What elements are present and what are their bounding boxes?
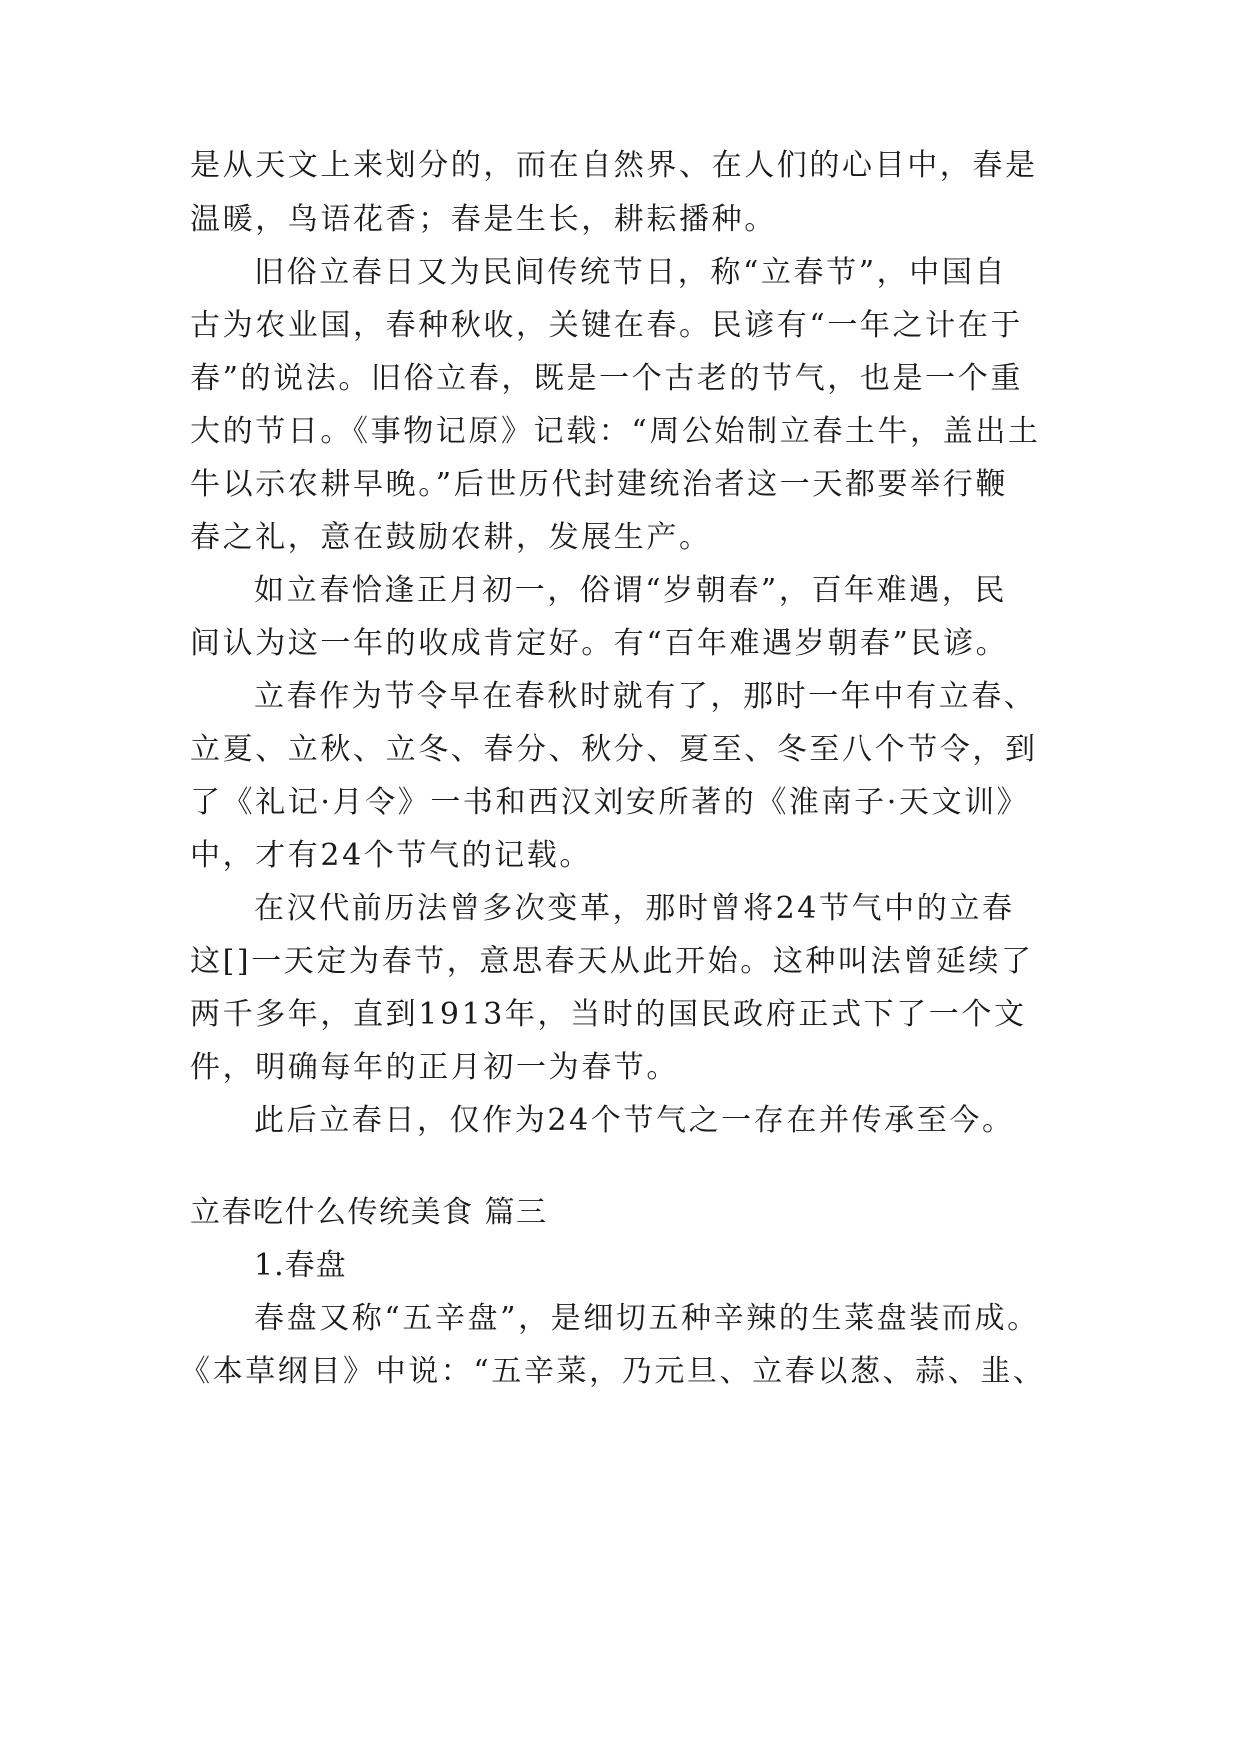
paragraph-line: 中，才有24个节气的记载。 — [190, 838, 592, 873]
paragraph-line: 件，明确每年的正月初一为春节。 — [190, 1050, 679, 1085]
paragraph-line: 了《礼记·月令》一书和西汉刘安所著的《淮南子·天文训》 — [190, 785, 1030, 820]
paragraph-line: 春之礼，意在鼓励农耕，发展生产。 — [190, 520, 712, 555]
paragraph-line: 是从天文上来划分的，而在自然界、在人们的心目中，春是 — [190, 148, 1038, 183]
paragraph-line: 此后立春日，仅作为24个节气之一存在并传承至今。 — [254, 1103, 1015, 1138]
paragraph-line: 大的节日。《事物记原》记载：“周公始制立春土牛，盖出土 — [190, 414, 1041, 449]
paragraph-line: 春”的说法。旧俗立春，既是一个古老的节气，也是一个重 — [190, 361, 1023, 396]
paragraph-line: 牛以示农耕早晚。”后世历代封建统治者这一天都要举行鞭 — [190, 467, 1008, 502]
paragraph-line: 春盘又称“五辛盘”，是细切五种辛辣的生菜盘装而成。 — [254, 1301, 1040, 1336]
paragraph-line: 间认为这一年的收成肯定好。有“百年难遇岁朝春”民谚。 — [190, 626, 1009, 661]
paragraph-line: 如立春恰逢正月初一，俗谓“岁朝春”，百年难遇，民 — [254, 573, 1008, 608]
paragraph-line: 温暖，鸟语花香；春是生长，耕耘播种。 — [190, 202, 777, 237]
section-heading: 立春吃什么传统美食 篇三 — [190, 1195, 548, 1230]
paragraph-line: 立夏、立秋、立冬、春分、秋分、夏至、冬至八个节令，到 — [190, 732, 1038, 767]
paragraph-line: 这[]一天定为春节，意思春天从此开始。这种叫法曾延续了 — [190, 944, 1034, 979]
paragraph-line: 旧俗立春日又为民间传统节日，称“立春节”，中国自 — [254, 255, 1008, 290]
paragraph-line: 在汉代前历法曾多次变革，那时曾将24节气中的立春 — [254, 891, 1015, 926]
paragraph-line: 《本草纲目》中说：“五辛菜，乃元旦、立春以葱、蒜、韭、 — [180, 1354, 1046, 1389]
paragraph-line: 两千多年，直到1913年，当时的国民政府正式下了一个文 — [190, 997, 1027, 1032]
paragraph-line: 立春作为节令早在春秋时就有了，那时一年中有立春、 — [254, 679, 1037, 714]
paragraph-line: 古为农业国，春种秋收，关键在春。民谚有“一年之计在于 — [190, 308, 1023, 343]
item-heading: 1.春盘 — [254, 1248, 347, 1283]
